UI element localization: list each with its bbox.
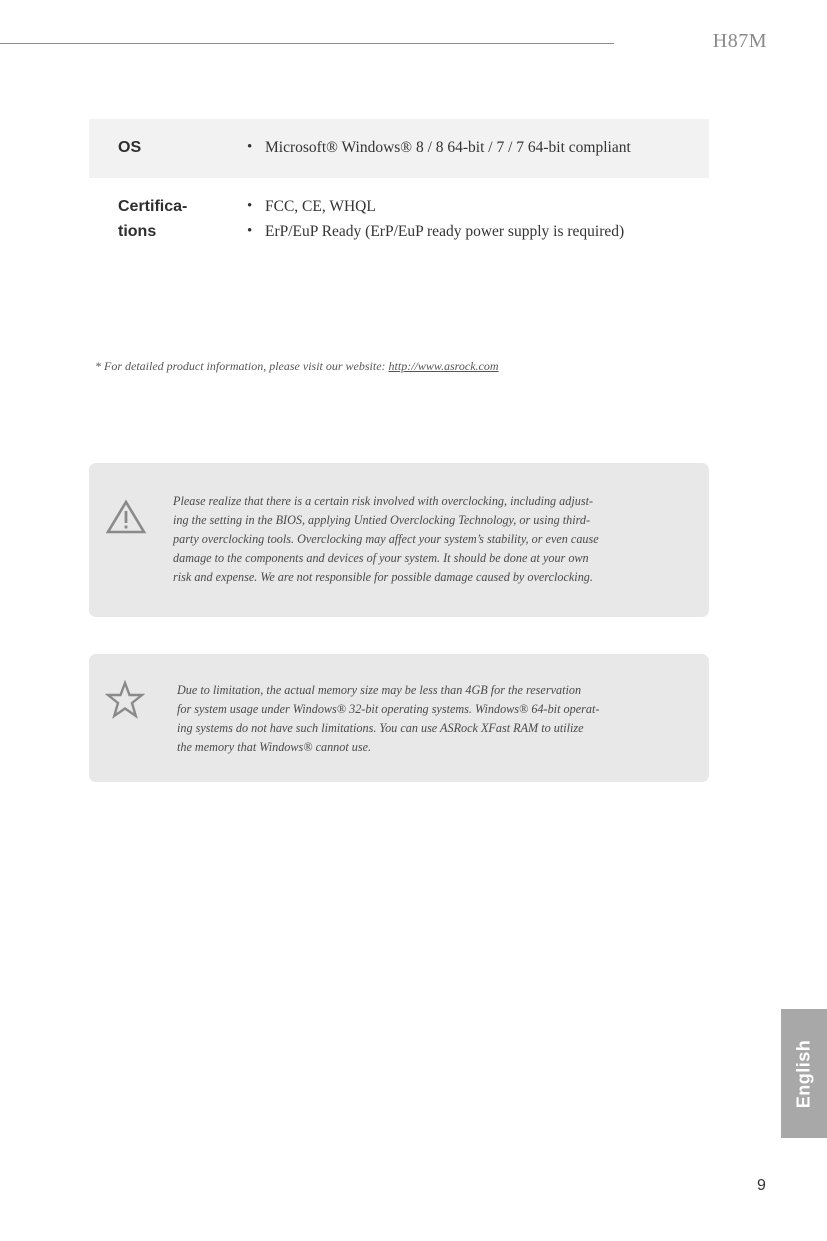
note-line: party overclocking tools. Overclocking may affect your system’s stability, or even cause [173, 532, 599, 546]
note-line: ing the setting in the BIOS, applying Untied Overclocking Technology, or using third- [173, 513, 591, 527]
memory-note [89, 654, 709, 782]
model-name: H87M [712, 30, 767, 52]
star-icon [105, 680, 145, 725]
note-line: damage to the components and devices of your system. It should be done at your own [173, 551, 589, 565]
spec-item: • FCC, CE, WHQL [247, 194, 624, 219]
spec-row-certifications [89, 178, 709, 248]
spec-label-line: Certifica- [118, 198, 188, 215]
note-line: ing systems do not have such limitations. You can use ASRock XFast RAM to utilize [177, 721, 584, 735]
spec-list-os [247, 135, 631, 160]
header-rule [0, 43, 614, 44]
spec-list-certifications [247, 194, 624, 244]
memory-text [177, 681, 599, 757]
spec-item: • ErP/EuP Ready (ErP/EuP ready power supply is required) [247, 219, 624, 244]
caution-text [173, 492, 599, 587]
spec-label-certifications [118, 194, 187, 244]
warning-triangle-icon [105, 499, 147, 540]
spec-item: • Microsoft® Windows® 8 / 8 64-bit / 7 / 7 64-bit compliant [247, 135, 631, 160]
language-label: English [793, 1039, 814, 1108]
spec-row-os [89, 119, 709, 178]
spec-label-os: OS [118, 139, 142, 156]
footnote [95, 359, 499, 374]
note-line: risk and expense. We are not responsible for possible damage caused by overclocking. [173, 570, 593, 584]
caution-note [89, 463, 709, 617]
note-line: the memory that Windows® cannot use. [177, 740, 372, 754]
website-link[interactable]: http://www.asrock.com [388, 359, 499, 373]
note-line: Please realize that there is a certain risk involved with overclocking, including adjust- [173, 494, 594, 508]
note-line: for system usage under Windows® 32-bit operating systems. Windows® 64-bit operat- [177, 702, 600, 716]
footnote-text: * For detailed product information, please visit our website: [95, 359, 389, 373]
language-tab [781, 1009, 827, 1138]
spec-label-line: tions [118, 223, 157, 240]
page-number: 9 [757, 1177, 766, 1194]
note-line: Due to limitation, the actual memory size may be less than 4GB for the reservation [177, 683, 582, 697]
